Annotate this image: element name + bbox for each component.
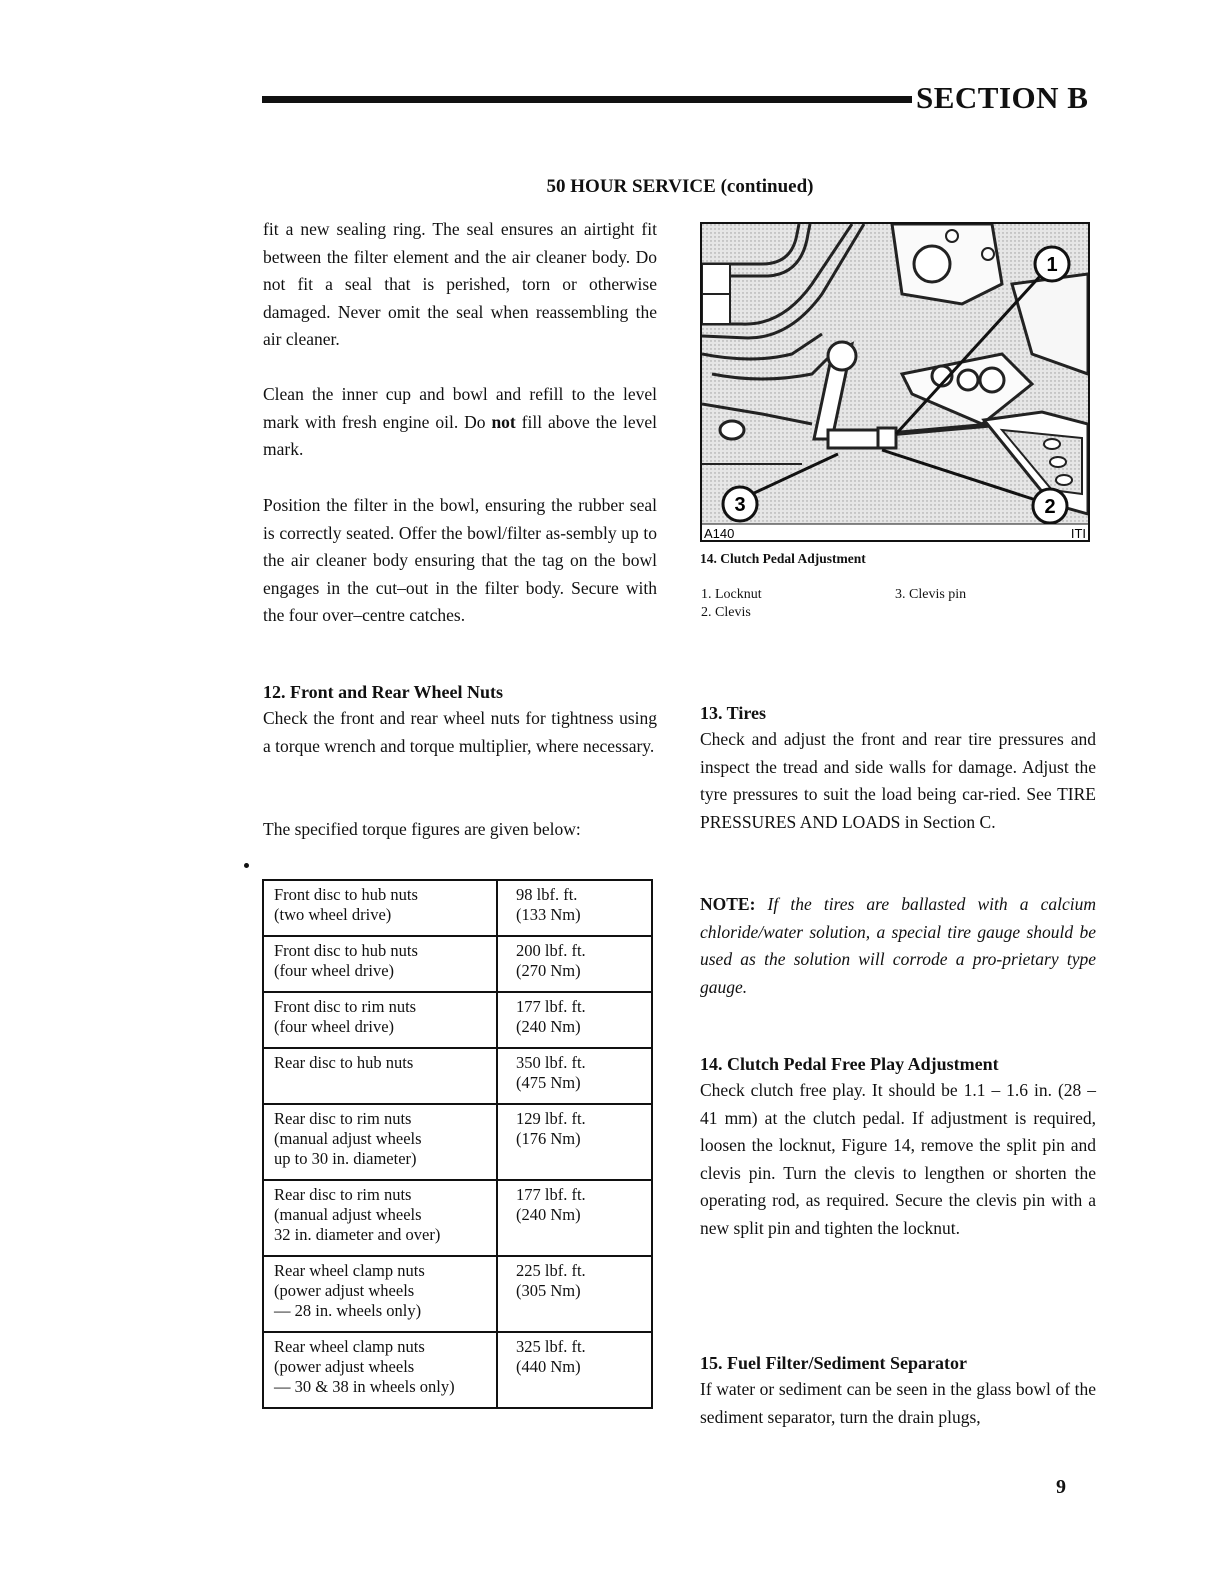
note-ballast — [700, 891, 1096, 1001]
torque-spec-line: (power adjust wheels — [274, 1281, 415, 1300]
torque-spec-line: — 30 & 38 in wheels only) — [274, 1377, 455, 1396]
torque-value-line: 325 lbf. ft. — [516, 1337, 586, 1356]
torque-spec-cell — [263, 1256, 497, 1332]
torque-value-line: (176 Nm) — [516, 1129, 581, 1148]
table-row — [263, 1332, 652, 1408]
figure-code: A140 — [704, 526, 735, 540]
page-number: 9 — [1056, 1476, 1066, 1498]
torque-spec-line: (manual adjust wheels — [274, 1129, 422, 1148]
callout-3: 3 — [734, 494, 746, 516]
legend-item-3: 3. Clevis pin — [895, 587, 967, 602]
paragraph-clean-cup — [263, 381, 657, 464]
paragraph-tires: Check and adjust the front and rear tire pressures and inspect the tread and side walls for damage. Adjust the tyre pressures to suit the load being car-ried. See TIRE PRESSURES AND LOADS in Section C. — [700, 729, 1096, 832]
heading-wheel-nuts: 12. Front and Rear Wheel Nuts — [263, 682, 504, 702]
torque-spec-line: (power adjust wheels — [274, 1357, 415, 1376]
legend-item-1: 1. Locknut — [701, 587, 762, 602]
torque-spec-line: (manual adjust wheels — [274, 1205, 422, 1224]
paragraph-sealing-ring: fit a new sealing ring. The seal ensures an airtight fit between the filter element and the air cleaner body. Do not fit a seal that is perished, torn or otherwise damaged. Never omit the seal when reassembling the air cleaner. — [263, 219, 657, 349]
paragraph-torque-intro: The specified torque figures are given below: — [263, 819, 581, 839]
page-title: 50 HOUR SERVICE (continued) — [546, 176, 814, 197]
paragraph-position-filter: Position the filter in the bowl, ensuring the rubber seal is correctly seated. Offer the bowl/filter as-sembly up to the air cleaner body ensuring that the tag on the bowl engages in the cut–out in the filter body. Secure with the four over–centre catches. — [263, 495, 657, 625]
torque-spec-line: Rear disc to hub nuts — [274, 1053, 414, 1072]
paragraph-wheel-nuts: Check the front and rear wheel nuts for tightness using a torque wrench and torque multiplier, where necessary. — [263, 708, 657, 756]
torque-value-cell — [497, 1104, 652, 1180]
torque-spec-line: Front disc to rim nuts — [274, 997, 417, 1016]
torque-value-line: 98 lbf. ft. — [516, 885, 578, 904]
torque-value-line: (240 Nm) — [516, 1205, 581, 1224]
note-text: If the tires are ballasted with a calcium chloride/water solution, a special tire gauge should be used as the solution will corrode a pro-prietary type gauge. — [700, 894, 1096, 997]
torque-value-line: (440 Nm) — [516, 1357, 581, 1376]
table-row — [263, 992, 652, 1048]
torque-value-line: 200 lbf. ft. — [516, 941, 586, 960]
torque-spec-cell — [263, 880, 497, 936]
torque-spec-line: Front disc to hub nuts — [274, 885, 418, 904]
paragraph-clean-cup-part2: fill above the level mark. — [263, 411, 657, 459]
table-row — [263, 1180, 652, 1256]
torque-spec-line: (two wheel drive) — [274, 905, 392, 924]
torque-spec-line: Front disc to hub nuts — [274, 941, 418, 960]
torque-value-line: 177 lbf. ft. — [516, 997, 586, 1016]
heading-clutch-free-play: 14. Clutch Pedal Free Play Adjustment — [700, 1054, 999, 1074]
torque-value-cell — [497, 1180, 652, 1256]
paragraph-clean-cup-part1: Clean the inner cup and bowl and refill to the level mark with fresh engine oil. Do — [263, 384, 657, 432]
torque-spec-line: (four wheel drive) — [274, 961, 395, 980]
torque-value-cell — [497, 880, 652, 936]
paragraph-fuel-filter: If water or sediment can be seen in the glass bowl of the sediment separator, turn the drain plugs, — [700, 1379, 1096, 1427]
scan-dot — [244, 863, 249, 868]
table-row — [263, 1104, 652, 1180]
figure-mark: ITI — [1070, 526, 1086, 540]
torque-spec-line: up to 30 in. diameter) — [274, 1149, 417, 1168]
torque-spec-cell — [263, 1332, 497, 1408]
clutch-pedal-figure — [700, 222, 1090, 542]
table-row — [263, 1256, 652, 1332]
torque-spec-cell — [263, 1048, 497, 1104]
torque-spec-line: 32 in. diameter and over) — [274, 1225, 441, 1244]
torque-value-cell — [497, 1332, 652, 1408]
table-row — [263, 880, 652, 936]
torque-spec-cell — [263, 992, 497, 1048]
callout-1: 1 — [1046, 254, 1058, 276]
torque-spec-line: Rear disc to rim nuts — [274, 1109, 412, 1128]
torque-value-line: (305 Nm) — [516, 1281, 581, 1300]
heading-tires: 13. Tires — [700, 703, 767, 723]
torque-spec-line: — 28 in. wheels only) — [274, 1301, 422, 1320]
torque-value-line: 350 lbf. ft. — [516, 1053, 586, 1072]
note-label: NOTE: — [700, 894, 756, 914]
paragraph-clutch-free-play: Check clutch free play. It should be 1.1 – 1.6 in. (28 – 41 mm) at the clutch pedal. If adjustment is required, loosen the locknut, Figure 14, remove the split pin and clevis pin. Turn the clevis to lengthen or shorten the operating rod, as required. Secure the clevis pin with a new split pin and tighten the locknut. — [700, 1080, 1096, 1238]
figure-caption: 14. Clutch Pedal Adjustment — [700, 551, 866, 566]
torque-spec-line: Rear wheel clamp nuts — [274, 1261, 425, 1280]
torque-value-line: 225 lbf. ft. — [516, 1261, 586, 1280]
callout-2: 2 — [1044, 496, 1056, 518]
clutch-pedal-drawing — [702, 224, 1088, 540]
torque-value-line: (270 Nm) — [516, 961, 581, 980]
torque-value-cell — [497, 992, 652, 1048]
torque-table — [262, 879, 653, 1409]
torque-value-line: 129 lbf. ft. — [516, 1109, 586, 1128]
torque-value-cell — [497, 1048, 652, 1104]
table-row — [263, 1048, 652, 1104]
torque-spec-cell — [263, 1104, 497, 1180]
torque-value-cell — [497, 936, 652, 992]
torque-value-line: (133 Nm) — [516, 905, 581, 924]
torque-spec-cell — [263, 936, 497, 992]
paragraph-clean-cup-emphasis: not — [491, 411, 516, 432]
heading-fuel-filter: 15. Fuel Filter/Sediment Separator — [700, 1353, 967, 1373]
table-row — [263, 936, 652, 992]
torque-value-line: (475 Nm) — [516, 1073, 581, 1092]
section-label: SECTION B — [916, 80, 1089, 115]
torque-spec-line: Rear disc to rim nuts — [274, 1185, 412, 1204]
torque-value-line: (240 Nm) — [516, 1017, 581, 1036]
torque-spec-line: (four wheel drive) — [274, 1017, 395, 1036]
legend-item-2: 2. Clevis — [701, 605, 751, 620]
section-rule — [262, 96, 912, 103]
torque-spec-cell — [263, 1180, 497, 1256]
torque-value-line: 177 lbf. ft. — [516, 1185, 586, 1204]
torque-value-cell — [497, 1256, 652, 1332]
torque-spec-line: Rear wheel clamp nuts — [274, 1337, 425, 1356]
